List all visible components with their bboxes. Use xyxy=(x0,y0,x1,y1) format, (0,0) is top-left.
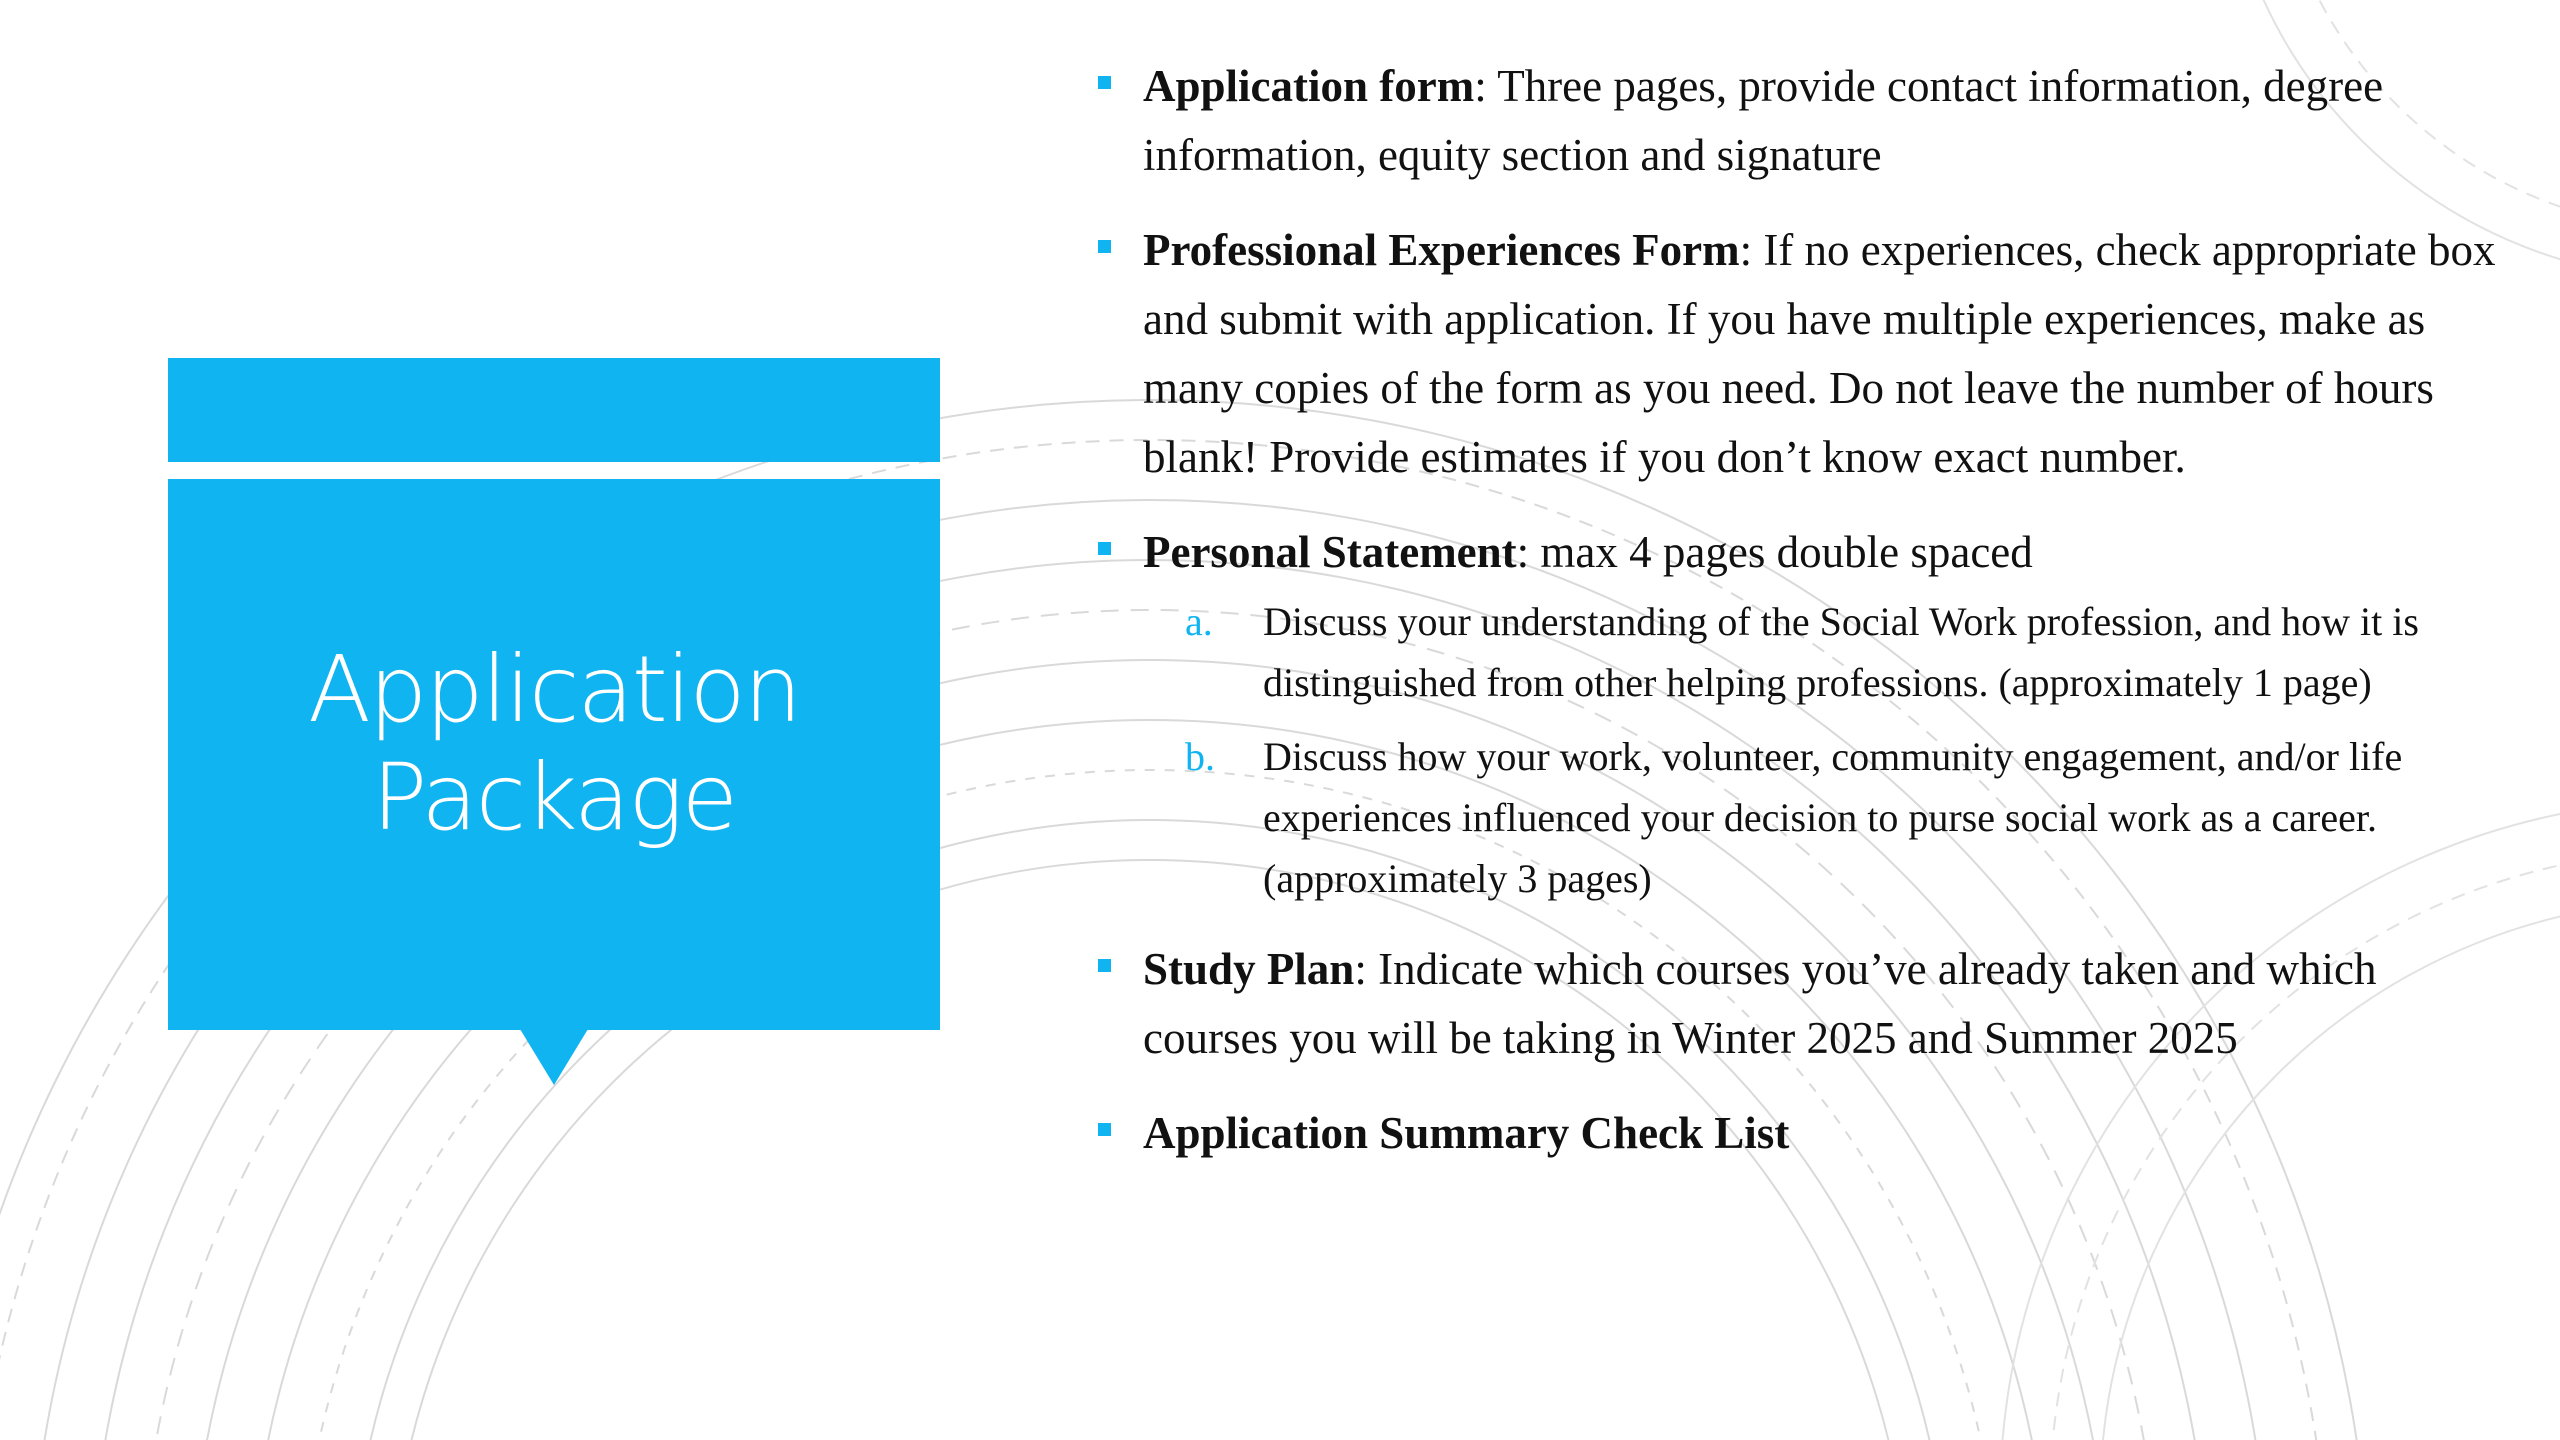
bullet-heading: Application Summary Check List xyxy=(1143,1108,1790,1158)
title-callout-pointer xyxy=(520,1029,588,1085)
sublist-text: Discuss your understanding of the Social Work profession, and how it is distinguished from other helping professions. (approximately 1 page) xyxy=(1263,599,2419,705)
bullet-heading: Study Plan xyxy=(1143,944,1355,994)
sublist-marker: a. xyxy=(1185,599,1213,644)
bullet-text: : If no experiences, check appropriate box and submit with application. If you have multiple experiences, make as many copies of the form as you need. Do not leave the number of hours blank! Provide estimates if you don’t know exact number. xyxy=(1143,225,2496,482)
bullet-text: : max 4 pages double spaced xyxy=(1516,527,2033,577)
sublist-item xyxy=(1143,591,2518,713)
bullet-item-application-form xyxy=(1098,52,2518,190)
bullet-list xyxy=(1098,52,2518,1194)
personal-statement-sublist xyxy=(1143,591,2518,909)
bullet-paragraph xyxy=(1143,935,2518,1073)
slide-title: Application Package xyxy=(307,635,801,851)
bullet-square-icon xyxy=(1098,1123,1111,1136)
bullet-square-icon xyxy=(1098,76,1111,89)
bullet-paragraph xyxy=(1143,52,2518,190)
bullet-item-study-plan xyxy=(1098,935,2518,1073)
bullet-text: : Indicate which courses you’ve already taken and which courses you will be taking in Winter 2025 and Summer 2025 xyxy=(1143,944,2377,1063)
bullet-square-icon xyxy=(1098,240,1111,253)
bullet-item-personal-statement xyxy=(1098,518,2518,909)
bullet-paragraph xyxy=(1143,518,2518,587)
bullet-paragraph xyxy=(1143,216,2518,492)
title-accent-bar xyxy=(168,358,940,462)
bullet-square-icon xyxy=(1098,959,1111,972)
bullet-heading: Professional Experiences Form xyxy=(1143,225,1740,275)
bullet-text: : Three pages, provide contact information, degree information, equity section and signature xyxy=(1143,61,2384,180)
bullet-paragraph xyxy=(1143,1099,2518,1168)
title-callout-box xyxy=(168,479,940,1030)
sublist-marker: b. xyxy=(1185,734,1215,779)
sublist-item xyxy=(1143,726,2518,909)
bullet-item-professional-experiences xyxy=(1098,216,2518,492)
bullet-heading: Application form xyxy=(1143,61,1475,111)
sublist-text: Discuss how your work, volunteer, community engagement, and/or life experiences influenced your decision to purse social work as a career. (approximately 3 pages) xyxy=(1263,734,2403,901)
bullet-item-summary-checklist xyxy=(1098,1099,2518,1168)
bullet-square-icon xyxy=(1098,542,1111,555)
bullet-heading: Personal Statement xyxy=(1143,527,1517,577)
